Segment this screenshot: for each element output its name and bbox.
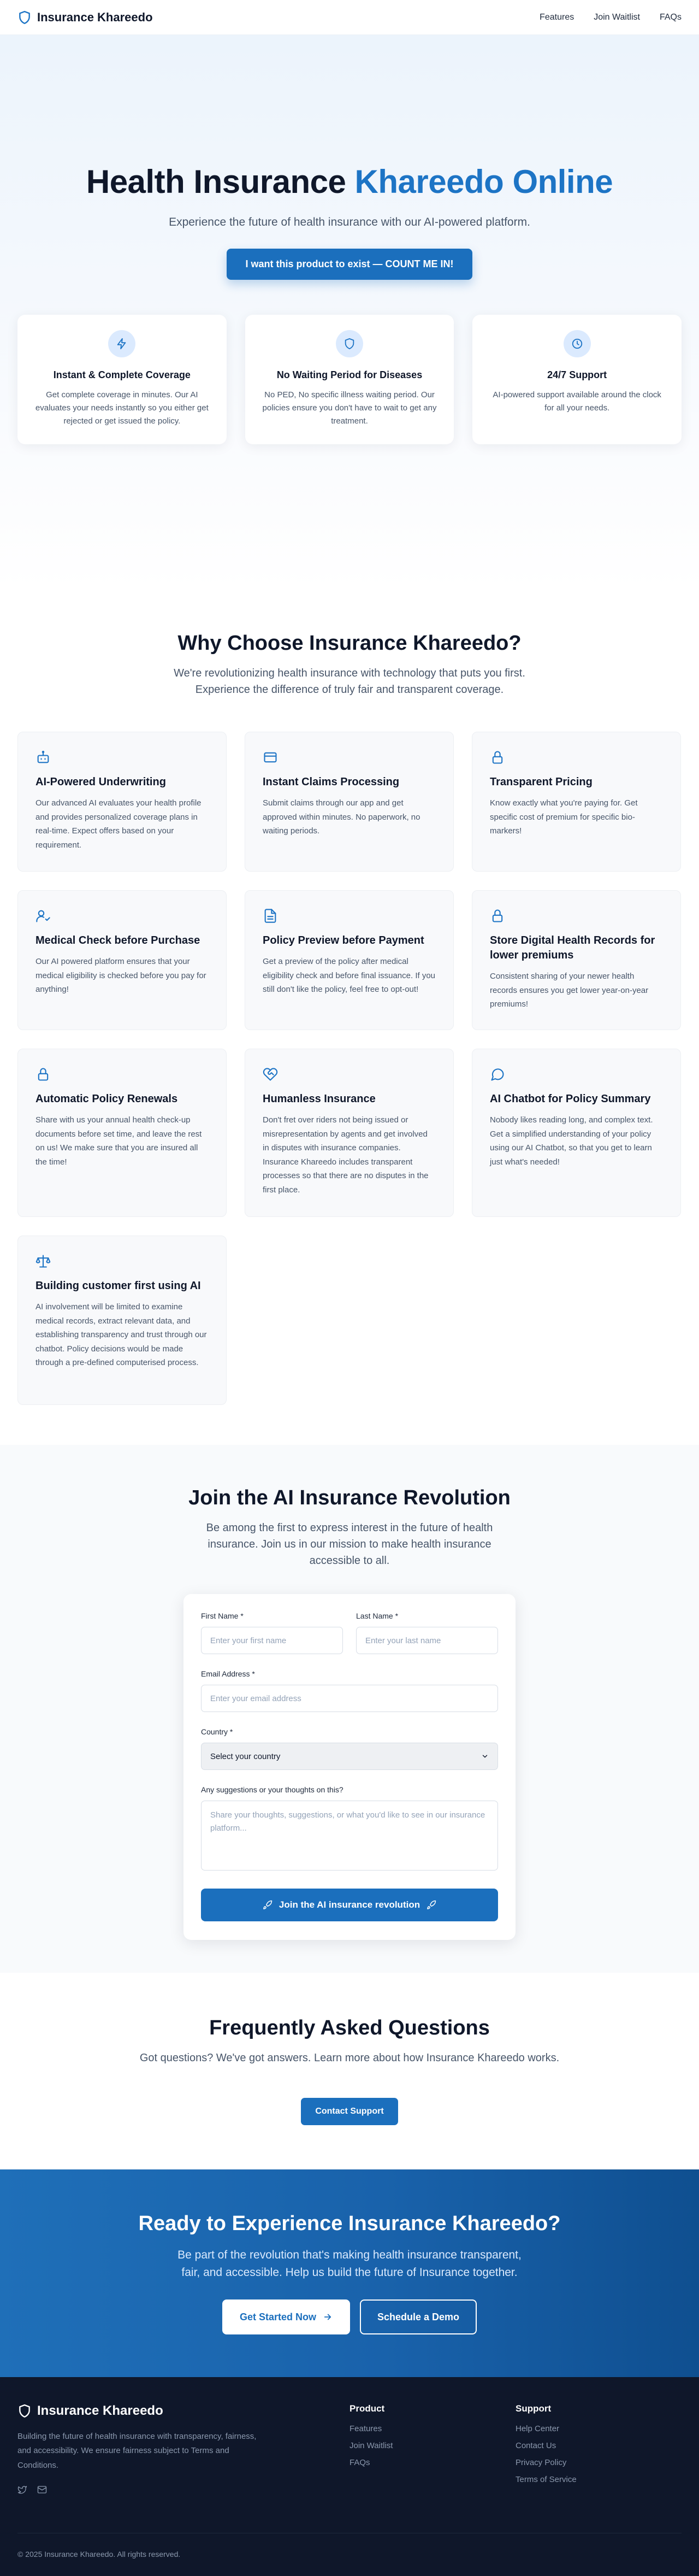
feature-desc: Get a preview of the policy after medical eligibility check and before final issuance. If you still don't like the policy, feel free to opt-out! — [263, 957, 436, 994]
cta-subtitle: Be part of the revolution that's making health insurance transparent, fair, and accessible. Help us build the future of Insurance together. — [177, 2249, 522, 2279]
bot-icon — [35, 750, 51, 765]
heart-handshake-icon — [263, 1067, 278, 1082]
footer-support-col — [516, 2403, 682, 2495]
hero-card-coverage — [17, 315, 227, 444]
nav-link-features[interactable]: Features — [540, 12, 574, 22]
feature-card — [472, 890, 681, 1030]
nav-link-faqs[interactable]: FAQs — [659, 12, 682, 22]
hero-card-title: Instant & Complete Coverage — [53, 369, 191, 380]
country-label: Country * — [201, 1727, 233, 1736]
feature-title: Policy Preview before Payment — [263, 934, 424, 946]
hero-card-title: No Waiting Period for Diseases — [276, 369, 423, 380]
join-revolution-button[interactable] — [201, 1889, 498, 1921]
feature-title: Instant Claims Processing — [263, 776, 400, 788]
cta-section — [0, 2169, 699, 2377]
email-label: Email Address * — [201, 1669, 255, 1678]
footer-brand — [17, 2403, 350, 2419]
waitlist-subtitle: Be among the first to express interest in the future of health insurance. Join us in our mission to make health insurance accessible to all. — [206, 1522, 493, 1567]
shield-icon — [336, 330, 363, 357]
faq-title: Frequently Asked Questions — [209, 2016, 490, 2039]
copyright: © 2025 Insurance Khareedo. All rights reserved. — [17, 2549, 181, 2559]
brand-name: Insurance Khareedo — [37, 10, 153, 24]
footer — [0, 2377, 699, 2576]
count-me-in-button[interactable]: I want this product to exist — COUNT ME IN! — [227, 249, 472, 280]
why-title: Why Choose Insurance Khareedo? — [177, 632, 522, 655]
first-name-label: First Name * — [201, 1612, 244, 1620]
chevron-down-icon — [481, 1752, 489, 1760]
join-revolution-label: Join the AI insurance revolution — [279, 1899, 420, 1910]
footer-link-terms[interactable]: Terms of Service — [516, 2475, 577, 2484]
brand-logo[interactable] — [17, 10, 153, 25]
credit-card-icon — [263, 750, 278, 765]
footer-link-help-center[interactable]: Help Center — [516, 2424, 560, 2433]
footer-support-title: Support — [516, 2403, 552, 2414]
email-field[interactable] — [201, 1685, 498, 1712]
get-started-label: Get Started Now — [239, 2311, 316, 2322]
footer-product-col — [350, 2403, 516, 2495]
country-select[interactable] — [201, 1743, 498, 1770]
hero-cards — [0, 315, 699, 444]
feature-title: AI Chatbot for Policy Summary — [490, 1093, 651, 1105]
hero-title-main: Health Insurance — [86, 163, 346, 200]
contact-support-button[interactable]: Contact Support — [301, 2098, 398, 2125]
arrow-right-icon — [323, 2312, 333, 2322]
rocket-icon — [263, 1900, 273, 1910]
feature-title: Transparent Pricing — [490, 776, 593, 788]
why-section — [0, 590, 699, 1445]
hero-subtitle: Experience the future of health insurance with our AI-powered platform. — [169, 216, 530, 228]
first-name-field[interactable] — [201, 1627, 343, 1654]
get-started-button[interactable] — [222, 2299, 350, 2334]
feature-card — [17, 890, 227, 1030]
rocket-icon — [426, 1900, 436, 1910]
waitlist-form — [183, 1594, 516, 1940]
feature-card — [245, 890, 454, 1030]
scale-icon — [35, 1254, 51, 1269]
footer-social — [17, 2485, 350, 2495]
feature-desc: Nobody likes reading long, and complex text. Get a simplified understanding of your policy using our AI Chatbot, so that you get to learn just what's needed! — [490, 1115, 653, 1167]
why-subtitle: We're revolutionizing health insurance with technology that puts you first. Experience the difference of truly fair and transparent coverage. — [174, 667, 525, 696]
footer-link-join-waitlist[interactable]: Join Waitlist — [350, 2441, 393, 2450]
lock-icon — [35, 1067, 51, 1082]
shield-logo-icon — [17, 10, 32, 25]
feature-desc: Know exactly what you're paying for. Get specific cost of premium for specific bio-markers! — [490, 798, 638, 836]
nav-links — [540, 13, 682, 22]
features-grid — [0, 732, 699, 1405]
feature-card — [17, 732, 227, 872]
footer-brand-name: Insurance Khareedo — [37, 2403, 163, 2418]
feature-card — [245, 1049, 454, 1217]
hero-card-desc: No PED, No specific illness waiting period. Our policies ensure you don't have to wait to get any treatment. — [262, 390, 437, 426]
feature-title: Store Digital Health Records for lower premiums — [490, 934, 655, 961]
hero-title-accent: Khareedo Online — [354, 163, 613, 200]
hero-section — [0, 35, 699, 590]
feature-desc: AI involvement will be limited to examine medical records, extract relevant data, and establishing transparency and trust through our chatbot. Policy decisions would be made through a pre-defined computerised process. — [35, 1302, 207, 1367]
last-name-label: Last Name * — [356, 1612, 399, 1620]
footer-product-title: Product — [350, 2403, 385, 2414]
waitlist-title: Join the AI Insurance Revolution — [188, 1486, 511, 1509]
shield-logo-icon — [17, 2403, 32, 2419]
file-text-icon — [263, 908, 278, 924]
message-circle-icon — [490, 1067, 505, 1082]
footer-link-features[interactable]: Features — [350, 2424, 382, 2433]
zap-icon — [108, 330, 135, 357]
mail-icon[interactable] — [37, 2485, 47, 2495]
hero-title — [0, 163, 699, 201]
feature-title: Medical Check before Purchase — [35, 934, 200, 946]
hero-card-desc: AI-powered support available around the clock for all your needs. — [493, 390, 661, 413]
feature-card — [17, 1049, 227, 1217]
lock-icon — [490, 908, 505, 924]
last-name-field[interactable] — [356, 1627, 498, 1654]
feature-desc: Consistent sharing of your newer health records ensures you get lower year-on-year premiums! — [490, 972, 649, 1009]
waitlist-section — [0, 1445, 699, 1973]
top-nav — [0, 0, 699, 35]
hero-card-desc: Get complete coverage in minutes. Our AI evaluates your needs instantly so you either get rejected or get issued the policy. — [35, 390, 209, 426]
feature-desc: Don't fret over riders not being issued or misrepresentation by agents and get involved in disputes with insurance companies. Insurance Khareedo includes transparent processes so that there are no disputes in the first place. — [263, 1115, 429, 1195]
feature-card — [17, 1236, 227, 1405]
suggestions-label: Any suggestions or your thoughts on this? — [201, 1785, 343, 1794]
feature-title: AI-Powered Underwriting — [35, 776, 166, 788]
schedule-demo-button[interactable]: Schedule a Demo — [360, 2299, 477, 2334]
footer-link-faqs[interactable]: FAQs — [350, 2458, 370, 2467]
cta-title: Ready to Experience Insurance Khareedo? — [138, 2212, 561, 2235]
suggestions-textarea[interactable] — [201, 1801, 498, 1871]
faq-subtitle: Got questions? We've got answers. Learn more about how Insurance Khareedo works. — [139, 2052, 560, 2064]
nav-link-join-waitlist[interactable]: Join Waitlist — [594, 12, 640, 22]
footer-link-contact-us[interactable]: Contact Us — [516, 2441, 556, 2450]
user-check-icon — [35, 908, 51, 924]
clock-icon — [564, 330, 591, 357]
feature-desc: Share with us your annual health check-up documents before set time, and leave the rest on us! We make sure that you are insured all the time! — [35, 1115, 202, 1167]
country-select-value: Select your country — [210, 1751, 281, 1761]
feature-card — [245, 732, 454, 872]
lock-icon — [490, 750, 505, 765]
footer-link-privacy-policy[interactable]: Privacy Policy — [516, 2458, 567, 2467]
feature-desc: Our AI powered platform ensures that your medical eligibility is checked before you pay for anything! — [35, 957, 206, 994]
feature-desc: Our advanced AI evaluates your health profile and provides personalized coverage plans in real-time. Expect offers based on your requirement. — [35, 798, 202, 850]
twitter-icon[interactable] — [17, 2485, 27, 2495]
hero-card-no-waiting — [245, 315, 454, 444]
feature-desc: Submit claims through our app and get approved within minutes. No paperwork, no waiting periods. — [263, 798, 420, 836]
feature-card — [472, 732, 681, 872]
feature-title: Automatic Policy Renewals — [35, 1093, 178, 1105]
hero-card-title: 24/7 Support — [547, 369, 607, 380]
faq-section — [0, 1973, 699, 2169]
feature-card — [472, 1049, 681, 1217]
hero-card-support — [472, 315, 682, 444]
footer-description: Building the future of health insurance with transparency, fairness, and accessibility. We ensure fairness subject to Terms and Conditions. — [17, 2432, 257, 2470]
feature-title: Humanless Insurance — [263, 1093, 376, 1105]
feature-title: Building customer first using AI — [35, 1280, 201, 1292]
